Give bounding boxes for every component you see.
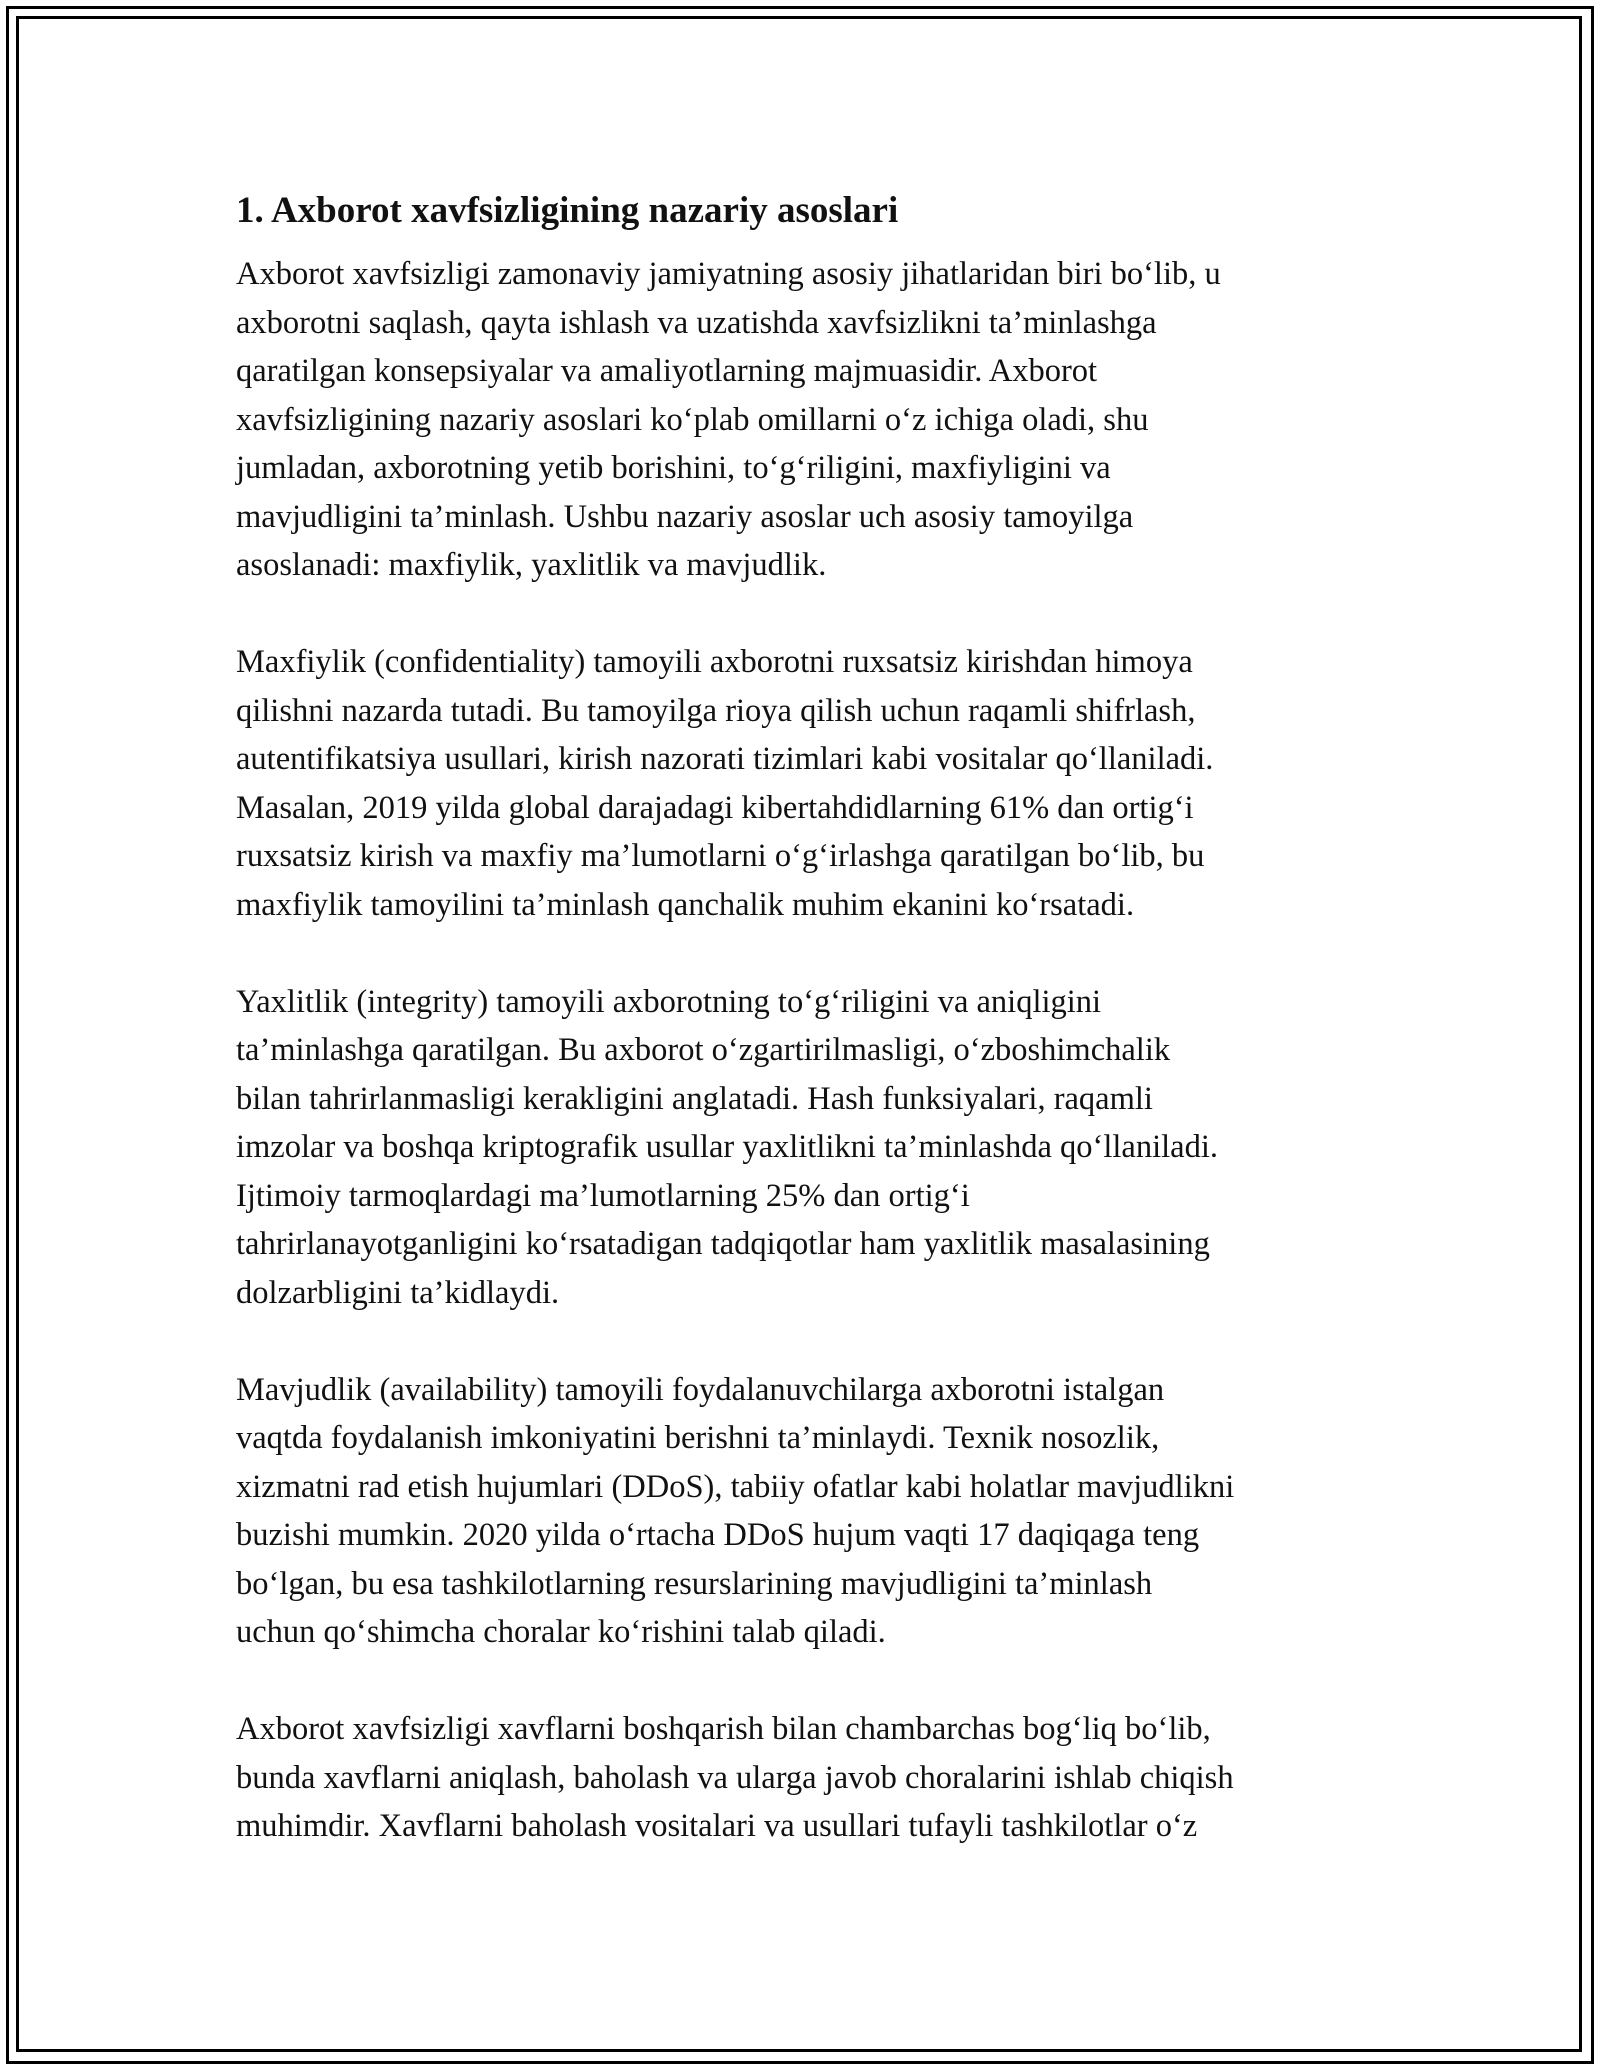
paragraph-risk-management — [236, 1705, 1386, 1851]
document-body — [236, 186, 1386, 1899]
text-line: jumladan, axborotning yetib borishini, to‘g‘riligini, maxfiyligini va — [236, 450, 1111, 486]
paragraph-availability — [236, 1366, 1386, 1657]
text-line: bo‘lgan, bu esa tashkilotlarning resurslarining mavjudligini ta’minlash — [236, 1565, 1153, 1602]
text-line: maxfiylik tamoyilini ta’minlash qanchalik muhim ekanini ko‘rsatadi. — [236, 886, 1135, 923]
text-line: Maxfiylik (confidentiality) tamoyili axborotni ruxsatsiz kirishdan himoya — [236, 644, 1193, 680]
paragraph-confidentiality — [236, 638, 1386, 929]
text-line: Ijtimoiy tarmoqlardagi ma’lumotlarning 25% dan ortig‘i — [236, 1177, 970, 1214]
text-line: imzolar va boshqa kriptografik usullar yaxlitlikni ta’minlashda qo‘llaniladi. — [236, 1129, 1218, 1165]
text-line: asoslanadi: maxfiylik, yaxlitlik va mavjudlik. — [236, 547, 827, 583]
text-line: xavfsizligining nazariy asoslari ko‘plab omillarni o‘z ichiga oladi, shu — [236, 401, 1149, 438]
text-line: xizmatni rad etish hujumlari (DDoS), tabiiy ofatlar kabi holatlar mavjudlikni — [236, 1468, 1235, 1505]
text-line: autentifikatsiya usullari, kirish nazorati tizimlari kabi vositalar qo‘llaniladi. — [236, 741, 1214, 777]
text-line: vaqtda foydalanish imkoniyatini berishni ta’minlaydi. Texnik nosozlik, — [236, 1420, 1160, 1456]
text-line: qilishni nazarda tutadi. Bu tamoyilga rioya qilish uchun raqamli shifrlash, — [236, 692, 1196, 729]
paragraph-integrity — [236, 978, 1386, 1318]
text-line: tahrirlanayotganligini ko‘rsatadigan tadqiqotlar ham yaxlitlik masalasining — [236, 1226, 1210, 1262]
text-line: qaratilgan konsepsiyalar va amaliyotlarning majmuasidir. Axborot — [236, 353, 1098, 389]
text-line: Yaxlitlik (integrity) tamoyili axborotning to‘g‘riligini va aniqligini — [236, 983, 1102, 1020]
text-line: mavjudligini ta’minlash. Ushbu nazariy asoslar uch asosiy tamoyilga — [236, 498, 1134, 535]
text-line: bunda xavflarni aniqlash, baholash va ularga javob choralarini ishlab chiqish — [236, 1759, 1234, 1796]
text-line: bilan tahrirlanmasligi kerakligini anglatadi. Hash funksiyalari, raqamli — [236, 1080, 1153, 1117]
text-line: ruxsatsiz kirish va maxfiy ma’lumotlarni o‘g‘irlashga qaratilgan bo‘lib, bu — [236, 838, 1205, 874]
text-line: Masalan, 2019 yilda global darajadagi kibertahdidlarning 61% dan ortig‘i — [236, 789, 1194, 826]
section-heading: 1. Axborot xavfsizligining nazariy asoslari — [236, 190, 899, 231]
paragraph-intro — [236, 250, 1386, 590]
text-line: dolzarbligini ta’kidlaydi. — [236, 1274, 560, 1311]
text-line: Axborot xavfsizligi zamonaviy jamiyatning asosiy jihatlaridan biri bo‘lib, u — [236, 256, 1221, 292]
text-line: axborotni saqlash, qayta ishlash va uzatishda xavfsizlikni ta’minlashga — [236, 304, 1157, 341]
text-line: buzishi mumkin. 2020 yilda o‘rtacha DDoS hujum vaqti 17 daqiqaga teng — [236, 1517, 1200, 1553]
text-line: Axborot xavfsizligi xavflarni boshqarish bilan chambarchas bog‘liq bo‘lib, — [236, 1711, 1211, 1747]
text-line: uchun qo‘shimcha choralar ko‘rishini talab qiladi. — [236, 1614, 886, 1650]
text-line: ta’minlashga qaratilgan. Bu axborot o‘zgartirilmasligi, o‘zboshimchalik — [236, 1032, 1171, 1068]
text-line: Mavjudlik (availability) tamoyili foydalanuvchilarga axborotni istalgan — [236, 1371, 1165, 1408]
text-line: muhimdir. Xavflarni baholash vositalari va usullari tufayli tashkilotlar o‘z — [236, 1808, 1198, 1844]
